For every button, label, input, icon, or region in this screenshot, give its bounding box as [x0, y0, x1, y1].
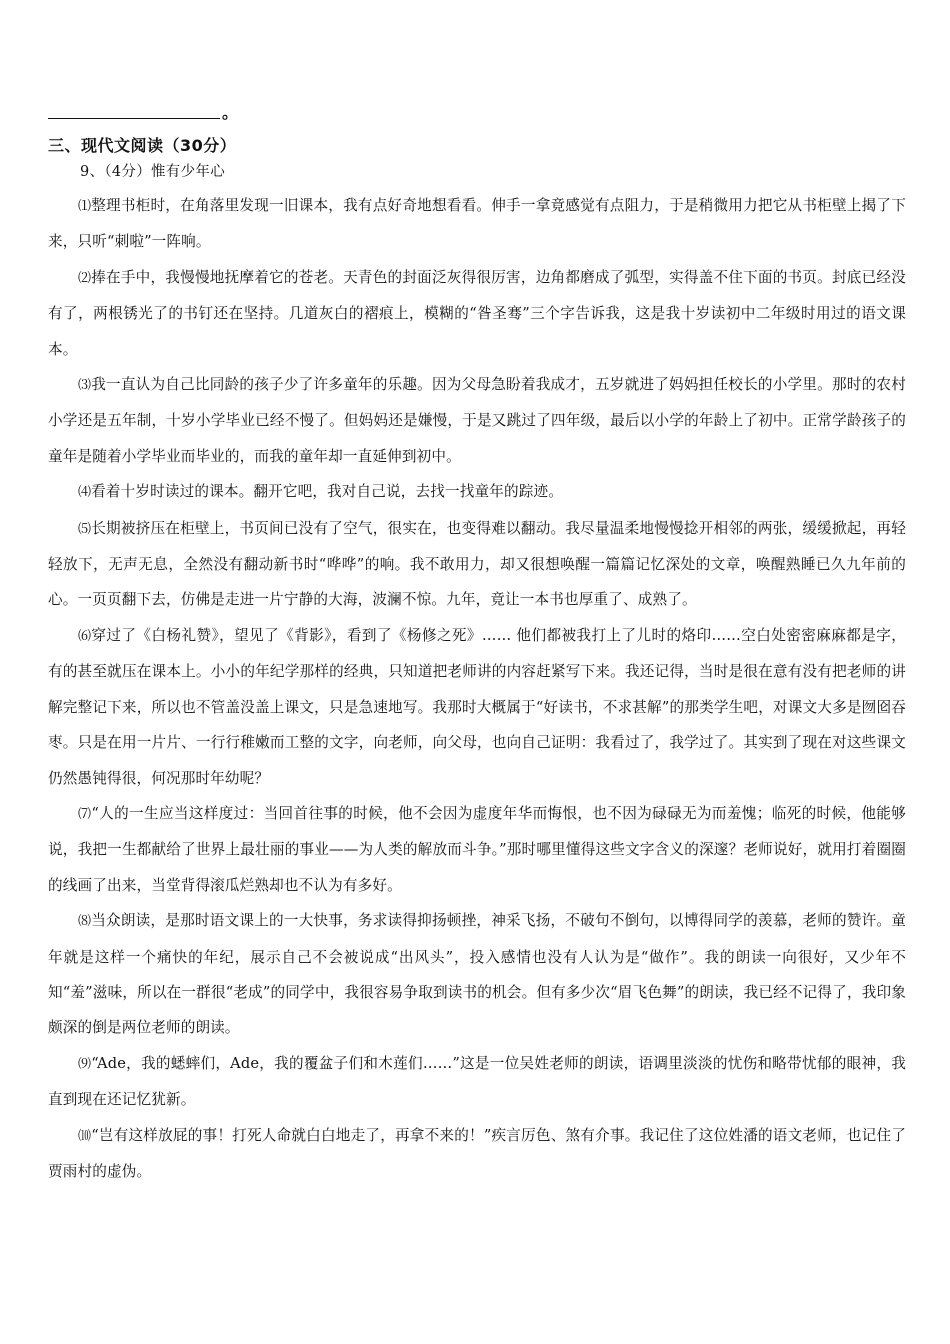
paragraph-3 — [48, 367, 906, 474]
paragraph-number: ⑽ — [78, 1128, 92, 1144]
paragraph-text: 看着十岁时读过的课本。翻开它吧，我对自己说，去找一找童年的踪迹。 — [91, 483, 563, 501]
paragraph-number: ⑵ — [78, 270, 92, 286]
paragraph-1 — [48, 188, 906, 260]
paragraph-number: ⑻ — [78, 914, 92, 930]
paragraph-7 — [48, 796, 906, 903]
paragraph-4 — [48, 474, 906, 510]
paragraph-number: ⑷ — [78, 485, 92, 501]
paragraph-text: “岂有这样放屁的事！打死人命就白白地走了，再拿不来的！”疾言厉色、煞有介事。我记住了这位姓潘的语文老师，也记住了贾雨村的虚伪。 — [48, 1126, 906, 1180]
paragraph-number: ⑼ — [78, 1056, 92, 1072]
paragraph-6 — [48, 618, 906, 796]
paragraph-number: ⑴ — [78, 199, 92, 214]
paragraph-number: ⑶ — [78, 378, 92, 394]
paragraph-number: ⑸ — [78, 521, 92, 537]
answer-blank-line — [48, 118, 220, 119]
blank-end-mark: 。 — [222, 103, 239, 122]
paragraph-text: “人的一生应当这样度过：当回首往事的时候，他不会因为虚度年华而悔恨，也不因为碌碌无为而羞愧；临死的时候，他能够说，我把一生都献给了世界上最壮丽的事业——为人类的解放而斗争。”那时哪里懂得这些文字含义的深邃？老师说好，就用打着圈圈的线画了出来，当堂背得滚瓜烂熟却也不认为有多好。 — [48, 804, 906, 894]
paragraph-text: 当众朗读，是那时语文课上的一大快事，务求读得抑扬顿挫，神采飞扬，不破句不倒句，以博得同学的羡慕，老师的赞许。童年就是这样一个痛快的年纪，展示自己不会被说成“出风头”，投入感情也没有人认为是“做作”。我的朗读一向很好，又少年不知“羞”滋味，所以在一群很“老成”的同学中，我很容易争取到读书的机会。但有多少次“眉飞色舞”的朗读，我已经不记得了，我印象颇深的倒是两位老师的朗读。 — [48, 912, 906, 1037]
paragraph-5 — [48, 511, 906, 618]
reading-passage — [48, 188, 906, 1189]
paragraph-2 — [48, 260, 906, 367]
paragraph-text: 整理书柜时，在角落里发现一旧课本，我有点好奇地想看看。伸手一拿竟感觉有点阻力，于是稍微用力把它从书柜壁上揭了下来，只听“刺啦”一阵响。 — [48, 197, 906, 251]
paragraph-text: 我一直认为自己比同龄的孩子少了许多童年的乐趣。因为父母急盼着我成才，五岁就进了妈妈担任校长的小学里。那时的农村小学还是五年制，十岁小学毕业已经不慢了。但妈妈还是嫌慢，于是又跳过了四年级，最后以小学的年龄上了初中。正常学龄孩子的童年是随着小学毕业而毕业的，而我的童年却一直延伸到初中。 — [48, 376, 906, 465]
paragraph-9 — [48, 1046, 906, 1118]
paragraph-text: 长期被挤压在柜壁上，书页间已没有了空气，很实在，也变得难以翻动。我尽量温柔地慢慢捻开相邻的两张，缓缓掀起，再轻轻放下，无声无息，全然没有翻动新书时“哗哗”的响。我不敢用力，却又很想唤醒一篇篇记忆深处的文章，唤醒熟睡已久九年前的心。一页页翻下去，仿佛是走进一片宁静的大海，波澜不惊。九年，竟让一本书也厚重了、成熟了。 — [48, 519, 906, 609]
paragraph-8 — [48, 903, 906, 1046]
paragraph-number: ⑺ — [78, 806, 92, 822]
section-title: 三、现代文阅读（30分） — [48, 136, 237, 155]
paragraph-10 — [48, 1118, 906, 1190]
question-label: 9、（4分）惟有少年心 — [80, 164, 225, 180]
paragraph-number: ⑹ — [78, 628, 92, 644]
paragraph-text: 穿过了《白杨礼赞》，望见了《背影》，看到了《杨修之死》…… 他们都被我打上了儿时的烙印……空白处密密麻麻都是字，有的甚至就压在课本上。小小的年纪学那样的经典，只知道把老师讲的内容赶紧写下来。我还记得，当时是很在意有没有把老师的讲解完整记下来，所以也不管盖没盖上课文，只是急速地写。我那时大概属于“好读书，不求甚解”的那类学生吧，对课文大多是囫囵吞枣。只是在用一片片、一行行稚嫩而工整的文字，向老师，向父母，也向自己证明：我看过了，我学过了。其实到了现在对这些课文仍然愚钝得很，何况那时年幼呢？ — [48, 626, 906, 787]
paragraph-text: 捧在手中，我慢慢地抚摩着它的苍老。天青色的封面泛灰得很厉害，边角都磨成了弧型，实得盖不住下面的书页。封底已经没有了，两根锈光了的书钉还在坚持。几道灰白的褶痕上，模糊的“昝圣骞”三个字告诉我，这是我十岁读初中二年级时用过的语文课本。 — [48, 268, 906, 358]
paragraph-text: “Ade，我的蟋蟀们，Ade，我的覆盆子们和木莲们……”这是一位吴姓老师的朗读，语调里淡淡的忧伤和略带忧郁的眼神，我直到现在还记忆犹新。 — [48, 1054, 906, 1109]
